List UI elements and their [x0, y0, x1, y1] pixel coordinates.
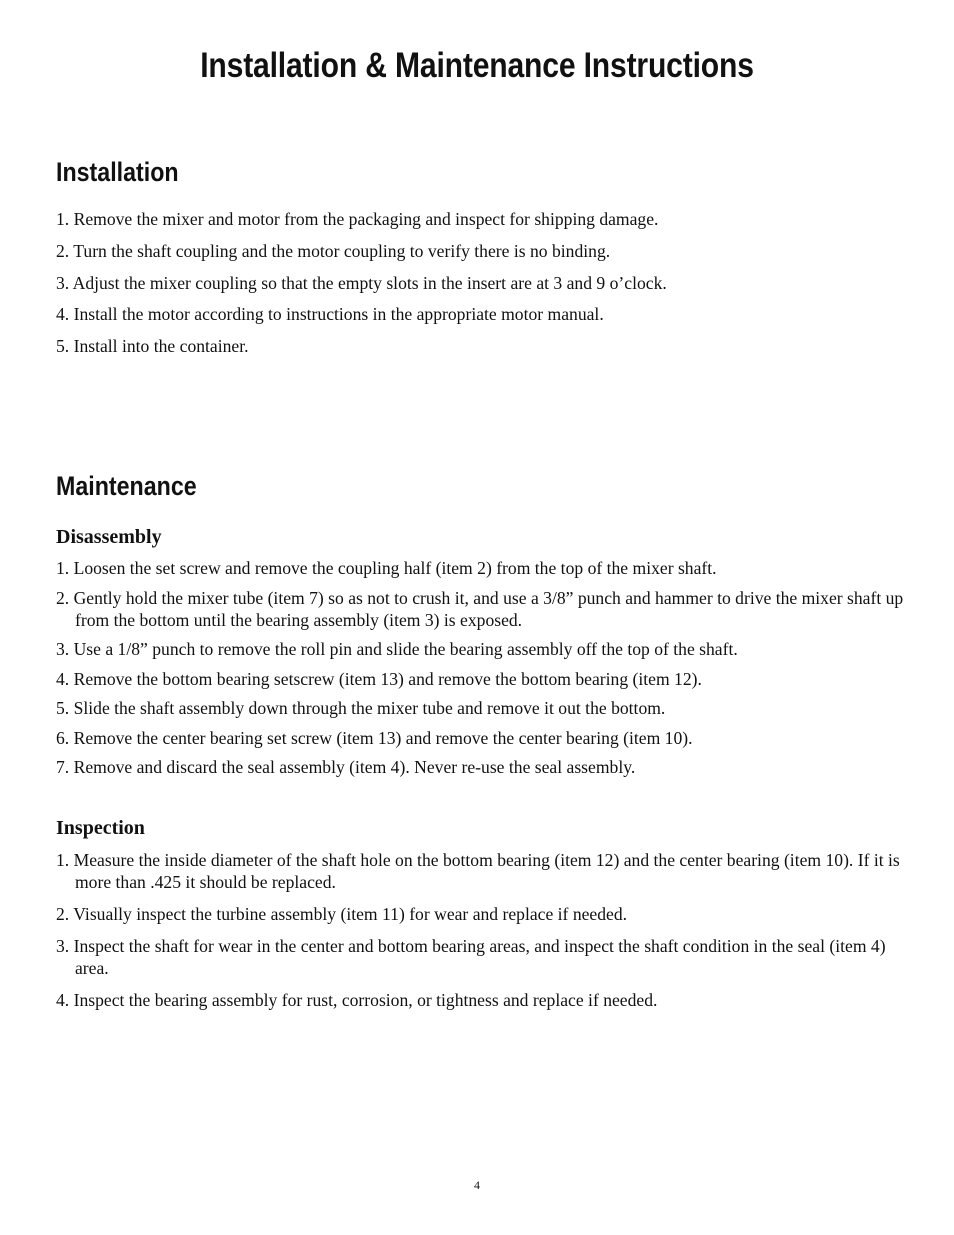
disassembly-step: 1. Loosen the set screw and remove the coupling half (item 2) from the top of the mixer shaft.: [56, 558, 717, 578]
installation-step: 1. Remove the mixer and motor from the packaging and inspect for shipping damage.: [56, 209, 659, 229]
disassembly-step: 3. Use a 1/8” punch to remove the roll pin and slide the bearing assembly off the top of the shaft.: [56, 639, 738, 659]
inspection-step: 2. Visually inspect the turbine assembly (item 11) for wear and replace if needed.: [56, 904, 628, 924]
disassembly-heading: Disassembly: [56, 526, 162, 548]
page-title: Installation & Maintenance Instructions: [200, 46, 754, 85]
inspection-step: 3. Inspect the shaft for wear in the center and bottom bearing areas, and inspect the shaft condition in the seal (item 4) area.: [56, 936, 886, 978]
inspection-heading: Inspection: [56, 817, 145, 839]
inspection-step: 1. Measure the inside diameter of the shaft hole on the bottom bearing (item 12) and the center bearing (item 10). If it is more than .425 it should be replaced.: [56, 850, 900, 892]
installation-step: 5. Install into the container.: [56, 336, 249, 357]
disassembly-step: 2. Gently hold the mixer tube (item 7) so as not to crush it, and use a 3/8” punch and hammer to drive the mixer shaft up from the bottom until the bearing assembly (item 3) is exposed.: [56, 587, 904, 630]
maintenance-heading: Maintenance: [56, 471, 197, 501]
installation-step: 4. Install the motor according to instructions in the appropriate motor manual.: [56, 304, 604, 325]
inspection-steps: [56, 849, 904, 1021]
disassembly-step: 6. Remove the center bearing set screw (item 13) and remove the center bearing (item 10).: [56, 727, 693, 748]
installation-heading: Installation: [56, 157, 179, 187]
inspection-step: 4. Inspect the bearing assembly for rust, corrosion, or tightness and replace if needed.: [56, 990, 658, 1010]
disassembly-steps: [56, 557, 904, 786]
installation-step: 2. Turn the shaft coupling and the motor coupling to verify there is no binding.: [56, 240, 611, 261]
disassembly-step: 7. Remove and discard the seal assembly (item 4). Never re-use the seal assembly.: [56, 757, 636, 777]
installation-step: 3. Adjust the mixer coupling so that the empty slots in the insert are at 3 and 9 o’clock.: [56, 272, 667, 293]
disassembly-step: 4. Remove the bottom bearing setscrew (item 13) and remove the bottom bearing (item 12).: [56, 668, 702, 689]
page-number: 4: [474, 1178, 480, 1192]
installation-steps: [56, 208, 904, 367]
disassembly-step: 5. Slide the shaft assembly down through the mixer tube and remove it out the bottom.: [56, 698, 666, 718]
